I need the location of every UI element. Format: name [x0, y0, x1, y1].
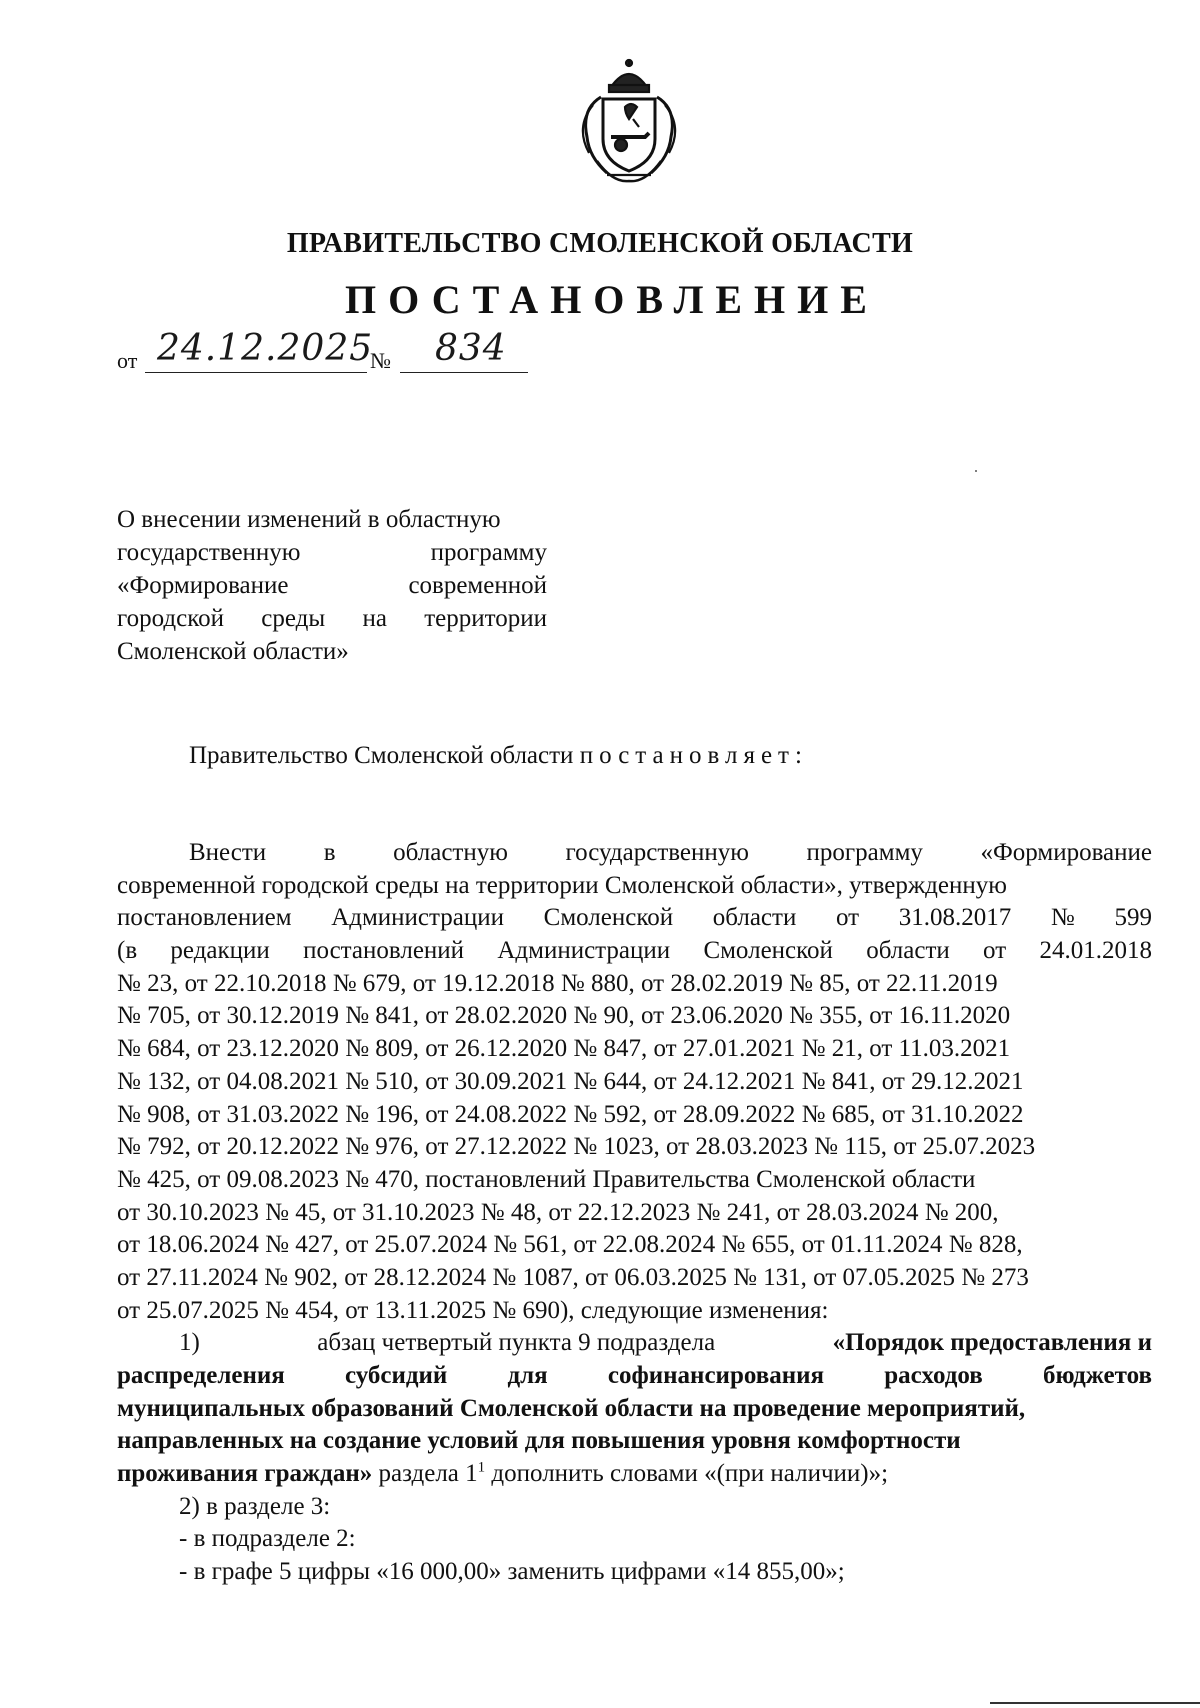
- text-segment: Внести: [189, 839, 267, 866]
- text-segment: от 27.11.2024 № 902, от 28.12.2024 № 1087, от 06.03.2025 № 131, от 07.05.2025 № 273: [117, 1263, 1029, 1291]
- text-segment: редакции: [170, 937, 270, 965]
- item1-line2: [117, 1360, 1152, 1393]
- body-lines-line: [117, 1033, 1152, 1066]
- item1-line1: [117, 1327, 1152, 1360]
- number-label: №: [370, 348, 391, 373]
- item1-line5-plain2: дополнить словами «(при наличии)»;: [491, 1460, 889, 1488]
- text-segment: современной: [408, 572, 547, 599]
- body-lines-line: [117, 1295, 1152, 1328]
- item1-line3-text: муниципальных образований Смоленской области на проведение мероприятий,: [117, 1394, 1026, 1422]
- text-segment: софинансирования: [607, 1362, 825, 1389]
- body-lines-line: [117, 902, 1152, 935]
- text-segment: бюджетов: [1042, 1362, 1152, 1389]
- coat-of-arms-icon: [567, 57, 691, 187]
- text-segment: «Формирование: [117, 572, 289, 599]
- text-segment: № 425, от 09.08.2023 № 470, постановлений Правительства Смоленской области: [117, 1165, 976, 1193]
- item2-line1-text: 2) в разделе 3:: [179, 1492, 331, 1520]
- text-segment: О внесении изменений в областную: [117, 506, 501, 533]
- number-underline: [400, 372, 528, 373]
- text-segment: 24.01.2018: [1039, 937, 1152, 965]
- text-segment: программу: [806, 839, 923, 866]
- body-lines-line: [117, 1262, 1152, 1295]
- text-segment: расходов: [884, 1362, 983, 1389]
- text-segment: «Формирование: [980, 839, 1152, 866]
- scan-edge-line: [990, 1702, 1200, 1704]
- body-lines-line: [117, 1066, 1152, 1099]
- body-lines-line: [117, 1164, 1152, 1197]
- text-segment: Смоленской: [543, 904, 674, 932]
- body-lines-line: [117, 870, 1152, 903]
- text-segment: 31.08.2017: [898, 904, 1012, 932]
- text-segment: распределения: [117, 1362, 285, 1389]
- text-segment: Администрации: [331, 904, 504, 932]
- item2-line3: [117, 1556, 1152, 1589]
- text-segment: от 30.10.2023 № 45, от 31.10.2023 № 48, от 22.12.2023 № 241, от 28.03.2024 № 200,: [117, 1198, 999, 1226]
- text-segment: № 908, от 31.03.2022 № 196, от 24.08.2022 № 592, от 28.09.2022 № 685, от 31.10.2022: [117, 1100, 1024, 1128]
- item2-line1: [117, 1491, 1152, 1524]
- item1-line3: [117, 1393, 1152, 1426]
- text-segment: (в: [117, 937, 138, 965]
- text-segment: от: [983, 937, 1007, 965]
- body-lines-line: [117, 935, 1152, 968]
- document-body: [117, 837, 1152, 1589]
- text-segment: № 792, от 20.12.2022 № 976, от 27.12.2022 № 1023, от 28.03.2023 № 115, от 25.07.2023: [117, 1133, 1036, 1161]
- text-segment: областную: [393, 839, 508, 866]
- text-segment: государственную: [565, 839, 749, 866]
- text-segment: Смоленской: [703, 937, 833, 965]
- item1-line5-sup: 1: [477, 1459, 486, 1476]
- text-segment: для: [507, 1362, 548, 1389]
- preamble: [189, 742, 808, 770]
- text-segment: городской: [117, 605, 224, 632]
- text-segment: субсидий: [344, 1362, 448, 1389]
- text-segment: № 132, от 04.08.2021 № 510, от 30.09.2021 № 644, от 24.12.2021 № 841, от 29.12.2021: [117, 1067, 1024, 1095]
- text-segment: Смоленской области»: [117, 638, 349, 665]
- text-segment: № 23, от 22.10.2018 № 679, от 19.12.2018 № 880, от 28.02.2019 № 85, от 22.11.2019: [117, 969, 998, 997]
- text-segment: государственную: [117, 539, 301, 566]
- item1-plain: абзац четвертый пункта 9 подраздела: [317, 1329, 716, 1357]
- preamble-spaced: постановляет:: [579, 742, 808, 769]
- body-lines-line: [117, 1131, 1152, 1164]
- text-segment: современной городской среды на территории Смоленской области», утвержденную: [117, 871, 1007, 899]
- subject-lines-line: [117, 635, 547, 668]
- text-segment: области: [712, 904, 797, 932]
- subject-lines-line: [117, 569, 547, 602]
- text-segment: территории: [424, 605, 547, 632]
- item1-line5-plain1: раздела 1: [378, 1460, 478, 1488]
- item1-line4-text: направленных на создание условий для повышения уровня комфортности: [117, 1427, 961, 1455]
- document-type-title: ПОСТАНОВЛЕНИЕ: [345, 277, 879, 322]
- scan-speck: [975, 470, 977, 472]
- text-segment: от: [836, 904, 860, 932]
- item2-line2-text: - в подразделе 2:: [179, 1525, 356, 1553]
- body-lines-line: [117, 968, 1152, 1001]
- body-lines-line: [117, 1000, 1152, 1033]
- government-title: ПРАВИТЕЛЬСТВО СМОЛЕНСКОЙ ОБЛАСТИ: [286, 228, 914, 259]
- text-segment: от 25.07.2025 № 454, от 13.11.2025 № 690), следующие изменения:: [117, 1296, 829, 1324]
- subject-lines-line: [117, 536, 547, 569]
- item1-number: 1): [179, 1329, 200, 1357]
- item1-bold-start: «Порядок предоставления и: [832, 1329, 1152, 1357]
- text-segment: в: [323, 839, 336, 866]
- date-underline: [145, 372, 367, 373]
- item1-line4: [117, 1425, 1152, 1458]
- subject-lines-line: [117, 503, 547, 536]
- text-segment: области: [866, 937, 950, 965]
- handwritten-number: 834: [435, 328, 507, 369]
- text-segment: программу: [430, 539, 547, 566]
- text-segment: №: [1050, 904, 1075, 932]
- text-segment: постановлений: [303, 937, 465, 965]
- body-lines-line: [117, 1099, 1152, 1132]
- text-segment: на: [362, 605, 387, 632]
- preamble-prefix: Правительство Смоленской области: [189, 742, 574, 769]
- text-segment: № 705, от 30.12.2019 № 841, от 28.02.2020 № 90, от 23.06.2020 № 355, от 16.11.2020: [117, 1002, 1011, 1030]
- text-segment: от 18.06.2024 № 427, от 25.07.2024 № 561, от 22.08.2024 № 655, от 01.11.2024 № 828,: [117, 1231, 1023, 1259]
- handwritten-date: 24.12.2025: [157, 328, 374, 369]
- item1-line5-bold: проживания граждан»: [117, 1460, 373, 1488]
- subject-lines-line: [117, 602, 547, 635]
- body-lines-line: [117, 1229, 1152, 1262]
- item2-line3-text: - в графе 5 цифры «16 000,00» заменить цифрами «14 855,00»;: [179, 1558, 845, 1586]
- body-lines-line: [117, 837, 1152, 870]
- text-segment: № 684, от 23.12.2020 № 809, от 26.12.2020 № 847, от 27.01.2021 № 21, от 11.03.2021: [117, 1035, 1011, 1063]
- text-segment: 599: [1114, 904, 1152, 932]
- document-subject: [117, 503, 547, 668]
- text-segment: среды: [261, 605, 326, 632]
- item2-line2: [117, 1523, 1152, 1556]
- body-lines-line: [117, 1197, 1152, 1230]
- date-label: от: [117, 348, 138, 373]
- text-segment: Администрации: [497, 937, 671, 965]
- date-number-line: [117, 328, 567, 376]
- text-segment: постановлением: [117, 904, 292, 932]
- item1-line5: [117, 1458, 1152, 1491]
